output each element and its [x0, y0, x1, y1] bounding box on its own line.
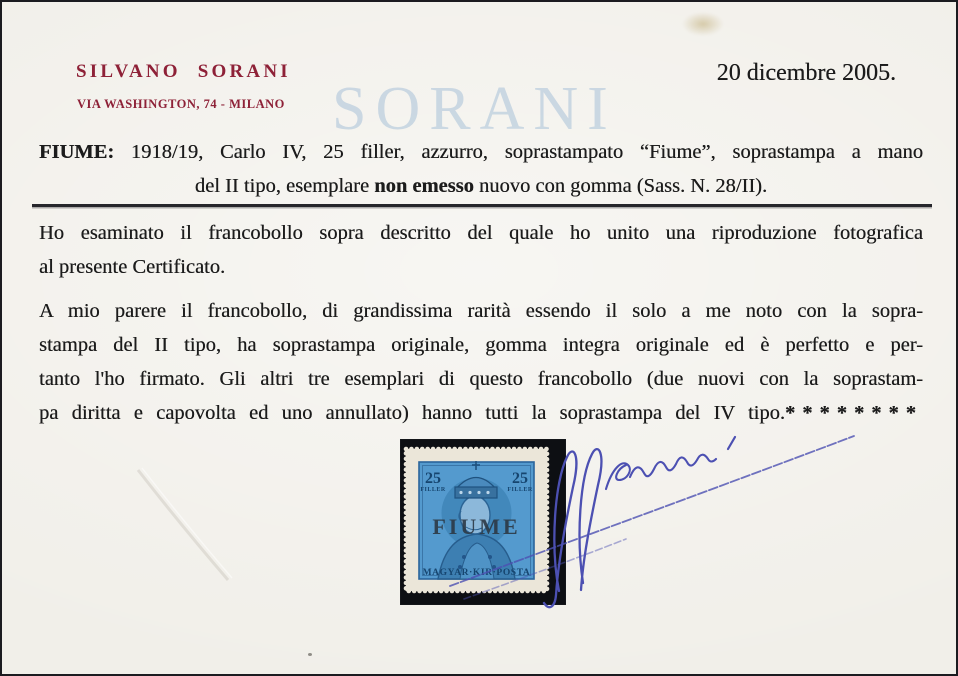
- paper-speck: [308, 653, 312, 656]
- paper-stain: [682, 12, 724, 36]
- horizontal-rule: [32, 204, 932, 207]
- opinion-line-3: tanto l'ho firmato. Gli altri tre esemplari di questo francobollo (due nuovi con la soprastam-: [39, 368, 923, 390]
- svg-text:FILLER: FILLER: [507, 487, 533, 493]
- expert-opinion: [39, 294, 923, 430]
- expert-address: VIA WASHINGTON, 74 - MILANO: [77, 97, 285, 111]
- stamp-photo: [400, 439, 566, 605]
- svg-text:FILLER: FILLER: [420, 487, 446, 493]
- examination-line-1: Ho esaminato il francobollo sopra descritto del quale ho unito una riproduzione fotografica: [39, 222, 923, 244]
- paper-crease: [120, 454, 260, 604]
- opinion-line-4: pa diritta e capovolta ed uno annullato) hanno tutti la soprastampa del IV tipo.********: [39, 402, 923, 424]
- certificate-date: 20 dicembre 2005.: [716, 60, 896, 86]
- svg-text:25: 25: [425, 470, 441, 487]
- stamp-design: [419, 461, 534, 579]
- stamp-description: [39, 135, 923, 203]
- description-line-1: FIUME: 1918/19, Carlo IV, 25 filler, azzurro, soprastampato “Fiume”, soprastampa a mano: [39, 141, 923, 163]
- description-lead: FIUME:: [39, 141, 115, 163]
- sorani-watermark: SORANI: [332, 75, 617, 143]
- examination-statement: [39, 216, 923, 284]
- opinion-line-2: stampa del II tipo, ha soprastampa originale, gomma integra originale ed è perfetto e per-: [39, 334, 923, 356]
- non-emesso-emphasis: non emesso: [374, 175, 474, 197]
- expert-name: SILVANO SORANI: [76, 61, 291, 82]
- description-line-2: del II tipo, esemplare non emesso nuovo con gomma (Sass. N. 28/II).: [194, 175, 768, 197]
- opinion-line-1: A mio parere il francobollo, di grandissima rarità essendo il solo a me noto con la sopra-: [39, 300, 923, 322]
- country-inscription: MAGYAR·KIR·POSTA: [422, 568, 531, 578]
- fiume-overprint: FIUME: [432, 514, 521, 539]
- examination-line-2: al presente Certificato.: [39, 256, 226, 278]
- asterisk-flourish: ********: [785, 402, 923, 424]
- svg-text:25: 25: [512, 470, 528, 487]
